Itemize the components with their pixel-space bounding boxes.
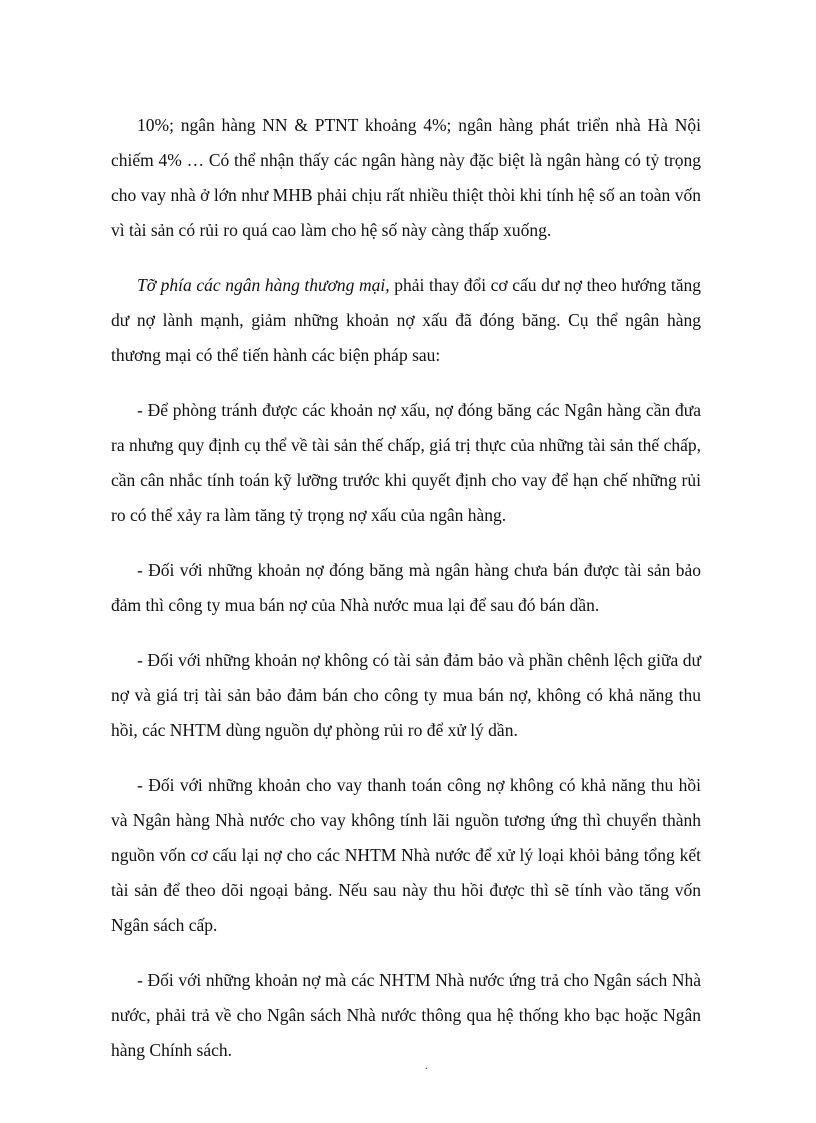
paragraph-5-text: - Đối với những khoản nợ không có tài sản đảm bảo và phần chênh lệch giữa dư nợ và giá trị tài sản bảo đảm bán cho công ty mua bán nợ, không có khả năng thu hồi, các NHTM dùng nguồn dự phòng rủi ro để xử lý dần. <box>111 650 701 740</box>
paragraph-4-text: - Đối với những khoản nợ đóng băng mà ngân hàng chưa bán được tài sản bảo đảm thì công ty mua bán nợ của Nhà nước mua lại để sau đó bán dần. <box>111 560 701 615</box>
paragraph-5 <box>111 643 701 748</box>
paragraph-2-italic-lead: Tỡ phía các ngân hàng thương mại, <box>137 275 390 295</box>
paragraph-2-text: phải thay đổi cơ cấu dư nợ theo hướng tăng dư nợ lành mạnh, giảm những khoản nợ xấu đã đóng băng. Cụ thể ngân hàng thương mại có thể tiến hành các biện pháp sau: <box>111 275 701 365</box>
paragraph-3 <box>111 393 701 533</box>
paragraph-7 <box>111 963 701 1068</box>
paragraph-6-text: - Đối với những khoản cho vay thanh toán công nợ không có khả năng thu hồi và Ngân hàng Nhà nước cho vay không tính lãi nguồn tương ứng thì chuyển thành nguồn vốn cơ cấu lại nợ cho các NHTM Nhà nước để xử lý loại khỏi bảng tổng kết tài sản để theo dõi ngoại bảng. Nếu sau này thu hồi được thì sẽ tính vào tăng vốn Ngân sách cấp. <box>111 775 701 935</box>
paragraph-1 <box>111 108 701 248</box>
paragraph-4 <box>111 553 701 623</box>
document-body <box>111 108 701 1088</box>
paragraph-3-text: - Để phòng tránh được các khoản nợ xấu, nợ đóng băng các Ngân hàng cần đưa ra nhưng quy định cụ thể về tài sản thế chấp, giá trị thực của những tài sản thế chấp, cần cân nhắc tính toán kỹ lưỡng trước khi quyết định cho vay để hạn chế những rủi ro có thể xảy ra làm tăng tỷ trọng nợ xấu của ngân hàng. <box>111 400 701 525</box>
footer-mark: . <box>425 1058 428 1072</box>
paragraph-2 <box>111 268 701 373</box>
paragraph-1-text: 10%; ngân hàng NN & PTNT khoảng 4%; ngân hàng phát triển nhà Hà Nội chiếm 4% … Có thể nhận thấy các ngân hàng này đặc biệt là ngân hàng có tỷ trọng cho vay nhà ở lớn như MHB phải chịu rất nhiều thiệt thòi khi tính hệ số an toàn vốn vì tài sản có rủi ro quá cao làm cho hệ số này càng thấp xuống. <box>111 115 701 240</box>
paragraph-7-text: - Đối với những khoản nợ mà các NHTM Nhà nước ứng trả cho Ngân sách Nhà nước, phải trả về cho Ngân sách Nhà nước thông qua hệ thống kho bạc hoặc Ngân hàng Chính sách. <box>111 970 701 1060</box>
paragraph-6 <box>111 768 701 943</box>
